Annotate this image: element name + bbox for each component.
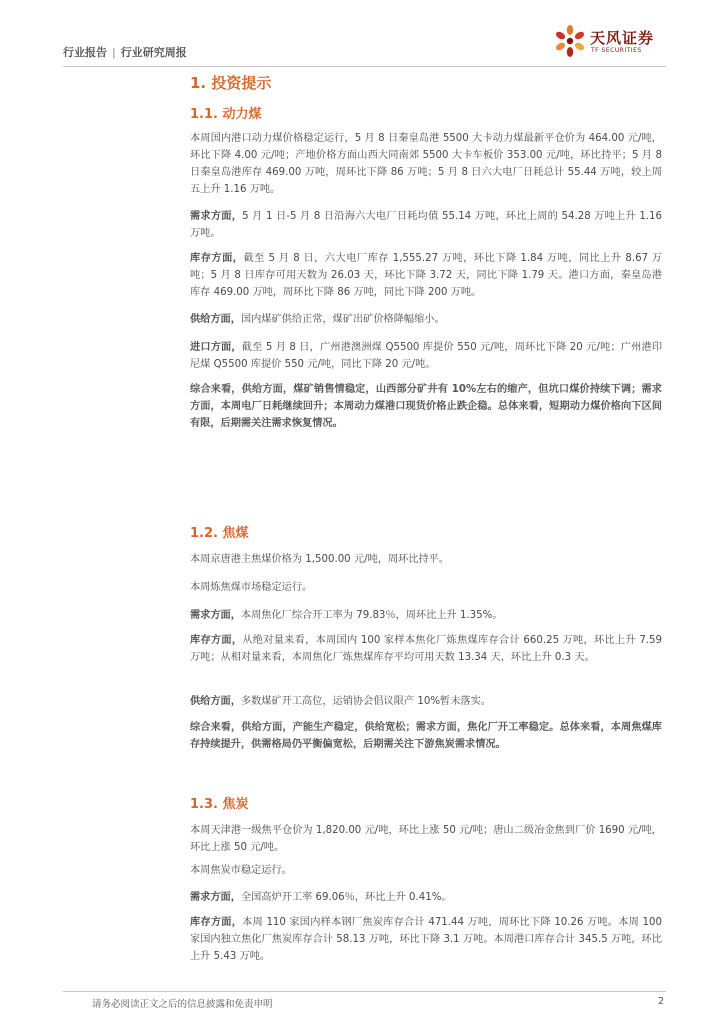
inventory-label: 库存方面，: [190, 635, 243, 646]
subsection-title-thermal-coal: 1.1. 动力煤: [190, 107, 262, 122]
coking-coal-market-paragraph: 本周炼焦煤市场稳定运行。: [190, 582, 313, 593]
demand-label: 需求方面，: [190, 211, 243, 222]
supply-text: 国内煤矿供给正常，煤矿出矿价格降幅缩小。: [240, 314, 445, 325]
page-header: [63, 29, 666, 66]
report-type-label: 行业报告: [63, 46, 107, 59]
thermal-coal-demand-paragraph: [190, 208, 662, 242]
import-label: 进口方面，: [190, 342, 242, 353]
brand-subtitle: TF SECURITIES: [591, 47, 642, 54]
thermal-coal-import-paragraph: [190, 339, 662, 373]
coke-price-paragraph: 本周天津港一级焦平仓价为 1,820.00 元/吨，环比上涨 50 元/吨；唐山二级冶金焦到厂价 1690 元/吨，环比上涨 50 元/吨。: [190, 825, 662, 853]
coke-inventory-paragraph: [190, 914, 662, 965]
inventory-label: 库存方面，: [190, 917, 243, 928]
brand-name: 天风证券: [590, 29, 655, 47]
subsection-title-coke: 1.3. 焦炭: [190, 797, 249, 812]
demand-text: 本周焦化厂综合开工率为 79.83％，周环比上升 1.35%。: [240, 610, 503, 621]
coke-demand-paragraph: [190, 889, 662, 906]
brand-logo: [554, 24, 666, 62]
section-title: 1. 投资提示: [190, 74, 272, 92]
footer-disclaimer: 请务必阅读正文之后的信息披露和免责申明: [92, 999, 273, 1010]
demand-text: 5 月 1 日-5 月 8 日沿海六大电厂日耗均值 55.14 万吨，环比上周的 54.28 万吨上升 1.16 万吨。: [190, 211, 663, 239]
demand-label: 需求方面，: [190, 892, 241, 903]
thermal-coal-price-paragraph: 本周国内港口动力煤价格稳定运行，5 月 8 日秦皇岛港 5500 大卡动力煤最新平仓价为 464.00 元/吨，环比下降 4.00 元/吨；产地价格方面山西大同南郊 5500 大卡车板价 353.00 元/吨，环比持平；5 月 8 日秦皇岛港库存 469.00 万吨，周环比下降 86 万吨；5 月 8 日六大电厂日耗总计 55.44 万吨，较上周五上升 1.16 万吨。: [190, 133, 662, 195]
coking-coal-inventory-paragraph: [190, 632, 662, 666]
coking-coal-price-paragraph: 本周京唐港主焦煤价格为 1,500.00 元/吨，周环比持平。: [190, 554, 450, 565]
import-text: 截至 5 月 8 日，广州港澳洲煤 Q5500 库提价 550 元/吨，周环比下降 20 元/吨；广州港印尼煤 Q5500 库提价 550 元/吨，同比下降 20 元/吨。: [190, 342, 663, 370]
thermal-coal-supply-paragraph: [190, 311, 662, 328]
report-category: [63, 44, 187, 60]
header-separator: |: [112, 46, 116, 59]
inventory-text: 从绝对量来看，本周国内 100 家样本焦化厂炼焦煤库存合计 660.25 万吨，环比上升 7.59 万吨；从相对量来看，本周焦化厂炼焦煤库存平均可用天数 13.34 天，环比上升 0.3 天。: [190, 635, 663, 663]
footer-divider: [63, 991, 666, 992]
inventory-text: 本周 110 家国内样本钢厂焦炭库存合计 471.44 万吨，周环比下降 10.26 万吨。本周 100 家国内独立焦化厂焦炭库存合计 58.13 万吨，环比下降 3.1 万吨。本周港口库存合计 345.5 万吨，环比上升 5.43 万吨。: [190, 917, 662, 962]
coke-market-paragraph: 本周焦炭市稳定运行。: [190, 865, 292, 876]
supply-label: 供给方面，: [190, 696, 241, 707]
supply-text: 多数煤矿开工高位，运销协会倡议限产 10%暂未落实。: [240, 696, 491, 707]
demand-label: 需求方面，: [190, 610, 241, 621]
inventory-label: 库存方面，: [190, 253, 244, 264]
thermal-coal-summary-paragraph: 综合来看，供给方面，煤矿销售情稳定，山西部分矿井有 10%左右的缩产，但坑口煤价持续下调；需求方面，本周电厂日耗继续回升；本周动力煤港口现货价格止跌企稳。总体来看，短期动力煤价格向下区间有限，后期需关注需求恢复情况。: [190, 384, 662, 429]
inventory-text: 截至 5 月 8 日，六大电厂库存 1,555.27 万吨，环比下降 1.84 万吨，同比上升 8.67 万吨；5 月 8 日库存可用天数为 26.03 天，环比下降 3.72 天，同比下降 1.79 天。港口方面，秦皇岛港库存 469.00 万吨，周环比下降 86 万吨，同比下降 200 万吨。: [190, 253, 662, 298]
page-number: 2: [657, 996, 664, 1007]
flower-logo-icon: [554, 24, 586, 58]
coking-coal-demand-paragraph: [190, 607, 662, 624]
demand-text: 全国高炉开工率 69.06％，环比上升 0.41%。: [240, 892, 452, 903]
header-divider: [63, 66, 666, 67]
report-subtype-label: 行业研究周报: [120, 46, 187, 59]
supply-label: 供给方面，: [190, 314, 241, 325]
thermal-coal-inventory-paragraph: [190, 250, 662, 301]
coking-coal-summary-paragraph: 综合来看，供给方面，产能生产稳定，供给宽松；需求方面，焦化厂开工率稳定。总体来看，本周焦煤库存持续提升，供需格局仍平衡偏宽松，后期需关注下游焦炭需求情况。: [190, 722, 662, 750]
subsection-title-coking-coal: 1.2. 焦煤: [190, 526, 249, 541]
coking-coal-supply-paragraph: [190, 693, 662, 710]
